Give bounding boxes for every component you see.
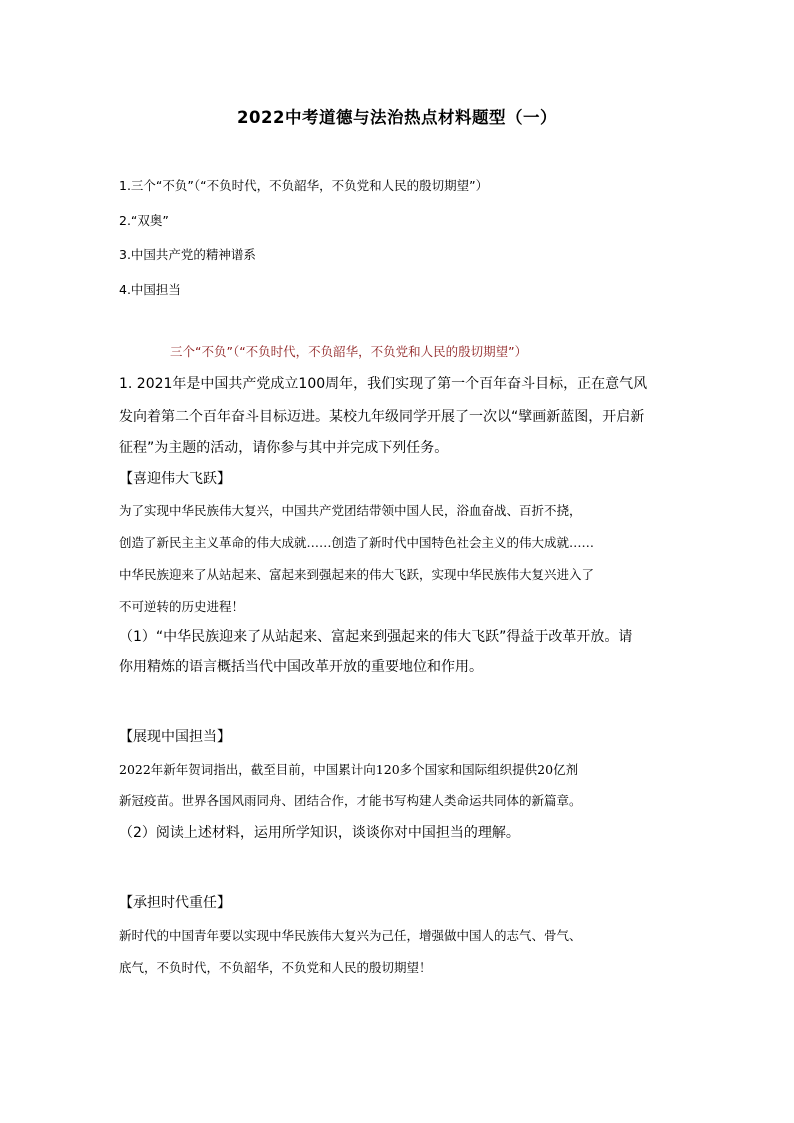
part-heading: 【喜迎伟大飞跃】 — [119, 471, 231, 487]
material-line: 2022年新年贺词指出，截至目前，中国累计向120多个国家和国际组织提供20亿剂 — [119, 762, 579, 777]
section-heading: 三个“不负”（“不负时代，不负韶华，不负党和人民的殷切期望”） — [170, 344, 528, 359]
material-line: 为了实现中华民族伟大复兴，中国共产党团结带领中国人民，浴血奋战、百折不挠， — [119, 503, 582, 518]
topic-item: 4.中国担当 — [119, 281, 181, 297]
material-line: 底气，不负时代，不负韶华，不负党和人民的殷切期望！ — [119, 960, 432, 975]
question-line: 你用精炼的语言概括当代中国改革开放的重要地位和作用。 — [119, 659, 483, 675]
material-line: 新冠疫苗。世界各国风雨同舟、团结合作，才能书写构建人类命运共同体的新篇章。 — [119, 793, 582, 808]
part-heading: 【承担时代重任】 — [119, 895, 231, 911]
intro-line: 征程”为主题的活动，请你参与其中并完成下列任务。 — [119, 440, 449, 456]
page-title: 2022中考道德与法治热点材料题型（一） — [237, 108, 557, 127]
topic-item: 3.中国共产党的精神谱系 — [119, 247, 256, 262]
topic-item: 2.“双奥” — [119, 212, 169, 228]
question-line: （2）阅读上述材料，运用所学知识，谈谈你对中国担当的理解。 — [119, 825, 520, 841]
topic-item: 1.三个“不负”（“不负时代，不负韶华，不负党和人民的殷切期望”） — [119, 178, 489, 193]
part-heading: 【展现中国担当】 — [119, 729, 231, 745]
question-line: （1）“中华民族迎来了从站起来、富起来到强起来的伟大飞跃”得益于改革开放。请 — [119, 629, 633, 645]
material-line: 创造了新民主主义革命的伟大成就……创造了新时代中国特色社会主义的伟大成就…… — [119, 535, 595, 550]
intro-line: 1. 2021年是中国共产党成立100周年，我们实现了第一个百年奋斗目标，正在意气风 — [119, 376, 648, 392]
material-line: 新时代的中国青年要以实现中华民族伟大复兴为己任，增强做中国人的志气、骨气、 — [119, 928, 582, 943]
intro-line: 发向着第二个百年奋斗目标迈进。某校九年级同学开展了一次以“擘画新蓝图，开启新 — [119, 409, 645, 425]
material-line: 不可逆转的历史进程！ — [119, 599, 245, 614]
topic-list — [119, 175, 488, 313]
material-line: 中华民族迎来了从站起来、富起来到强起来的伟大飞跃，实现中华民族伟大复兴进入了 — [119, 567, 595, 582]
